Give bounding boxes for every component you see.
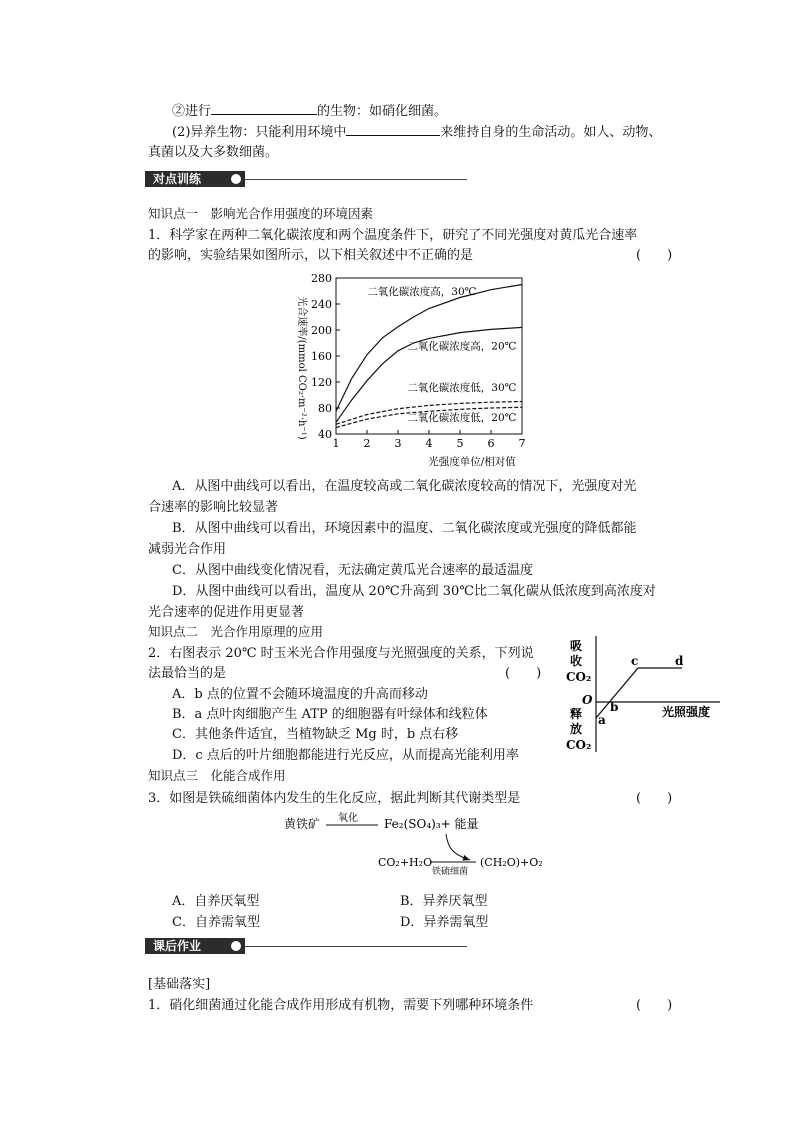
chart-frame — [336, 278, 522, 434]
y-tick-label: 200 — [311, 324, 332, 337]
top-line-2-pre: (2)异养生物：只能利用环境中 — [172, 125, 347, 140]
x-tick-label: 4 — [425, 437, 433, 450]
x-axis-label: 光照强度 — [662, 705, 711, 719]
point-c: c — [631, 654, 639, 668]
top-line-3: 真菌以及大多数细菌。 — [148, 145, 279, 160]
section-bar-homework — [145, 938, 467, 954]
reactant-pyrite: 黄铁矿 — [284, 817, 321, 831]
series-label-1: 二氧化碳浓度高，30℃ — [367, 285, 477, 298]
q1-option-b-line-1[interactable]: B．从图中曲线可以看出，环境因素中的温度、二氧化碳浓度或光强度的降低都能 — [172, 521, 637, 536]
top-line-1-post: 的生物：如硝化细菌。 — [317, 104, 448, 119]
y-tick-label: 160 — [311, 350, 332, 363]
top-line-2-post: 来维持自身的生命活动。如人、动物、 — [440, 125, 662, 140]
q1-line-2: 的影响，实验结果如图所示，以下相关叙述中不正确的是 — [148, 248, 474, 263]
knowledge-point-2: 知识点二 光合作用原理的应用 — [148, 624, 324, 639]
q1-answer-paren[interactable]: ( ) — [636, 248, 673, 263]
chart-xlabel: 光强度单位/相对值 — [428, 456, 516, 468]
homework-q1: 1．硝化细菌通过化能合成作用形成有机物，需要下列哪种环境条件 — [148, 998, 534, 1013]
bottom-label-2: 放 — [570, 722, 583, 736]
top-label-3: CO₂ — [566, 670, 592, 684]
product-organic: (CH₂O)+O₂ — [480, 856, 543, 869]
origin-label: O — [582, 693, 593, 707]
homework-heading: [基础落实] — [148, 977, 211, 992]
q3-option-d[interactable]: D．异养需氧型 — [400, 915, 489, 930]
q2-line-2: 法最恰当的是 — [148, 666, 227, 681]
bacteria-label: 铁硫细菌 — [432, 867, 469, 876]
q1-line-1: 1．科学家在两种二氧化碳浓度和两个温度条件下，研究了不同光强度对黄瓜光合速率 — [148, 228, 638, 243]
x-tick-label: 6 — [487, 437, 495, 450]
q1-option-c[interactable]: C．从图中曲线变化情况看，无法确定黄瓜光合速率的最适温度 — [172, 563, 533, 578]
y-tick-label: 240 — [311, 298, 332, 311]
fill-blank-2[interactable] — [346, 122, 440, 136]
q1-option-a-line-2: 合速率的影响比较显著 — [148, 500, 279, 515]
x-tick-label: 7 — [518, 437, 526, 450]
y-tick-label: 120 — [311, 376, 332, 389]
reactant-co2-h2o: CO₂+H₂O — [378, 856, 433, 869]
oxidation-label: 氧化 — [338, 813, 358, 824]
section-bar-training — [145, 171, 467, 187]
section-title-homework: 课后作业 — [145, 938, 245, 954]
q1-option-a-line-1[interactable]: A．从图中曲线可以看出，在温度较高或二氧化碳浓度较高的情况下，光强度对光 — [172, 479, 637, 494]
bottom-label-1: 释 — [570, 707, 583, 721]
q2-option-d[interactable]: D．c 点后的叶片细胞都能进行光反应，从而提高光能利用率 — [172, 748, 519, 763]
y-tick-label: 80 — [318, 402, 332, 415]
top-line-1-pre: ②进行 — [172, 104, 212, 119]
y-tick-label: 280 — [311, 272, 332, 285]
chart-ylabel: 光合速率/(mmol CO₂·m⁻²·h⁻¹) — [296, 296, 307, 440]
section-title-training: 对点训练 — [145, 171, 245, 187]
top-label-2: 收 — [570, 654, 583, 668]
homework-q1-paren[interactable]: ( ) — [636, 998, 673, 1013]
x-tick-label: 5 — [456, 437, 464, 450]
q3-stem: 3．如图是铁硫细菌体内发生的生化反应，据此判断其代谢类型是 — [148, 791, 521, 806]
x-tick-label: 3 — [394, 437, 402, 450]
x-tick-label: 1 — [332, 437, 340, 450]
q1-option-d-line-2: 光合速率的促进作用更显著 — [148, 605, 305, 620]
section-divider — [245, 946, 467, 947]
series-label-2: 二氧化碳浓度高，20℃ — [407, 340, 517, 353]
q3-option-b[interactable]: B．异养厌氧型 — [400, 894, 488, 909]
knowledge-point-1: 知识点一 影响光合作用强度的环境因素 — [148, 206, 374, 221]
q2-option-c[interactable]: C．其他条件适宜，当植物缺乏 Mg 时，b 点右移 — [172, 727, 459, 742]
bottom-label-3: CO₂ — [566, 738, 592, 752]
bullet-icon — [231, 174, 241, 184]
section-divider — [245, 179, 467, 180]
fill-blank-1[interactable] — [211, 101, 317, 115]
q3-option-c[interactable]: C．自养需氧型 — [172, 915, 260, 930]
knowledge-point-3: 知识点三 化能合成作用 — [148, 768, 286, 783]
q2-option-a[interactable]: A．b 点的位置不会随环境温度的升高而移动 — [172, 687, 428, 702]
product-ferric-sulfate: Fe₂(SO₄)₃+ 能量 — [384, 817, 479, 831]
top-line-1 — [172, 100, 447, 119]
top-label-1: 吸 — [570, 639, 583, 653]
x-tick-label: 2 — [363, 437, 371, 450]
q2-option-b[interactable]: B．a 点叶肉细胞产生 ATP 的细胞器有叶绿体和线粒体 — [172, 707, 488, 722]
top-line-2 — [172, 121, 661, 140]
series-label-3: 二氧化碳浓度低，30℃ — [407, 382, 517, 395]
point-b: b — [610, 700, 619, 714]
y-tick-label: 40 — [318, 428, 332, 441]
series-label-4: 二氧化碳浓度低，20℃ — [407, 412, 517, 424]
bullet-icon — [231, 941, 241, 951]
q3-answer-paren[interactable]: ( ) — [636, 791, 673, 806]
q2-answer-paren[interactable]: ( ) — [505, 666, 542, 681]
q1-option-d-line-1[interactable]: D．从图中曲线可以看出，温度从 20℃升高到 30℃比二氧化碳从低浓度到高浓度对 — [172, 584, 656, 599]
q3-option-a[interactable]: A．自养厌氧型 — [172, 894, 260, 909]
point-a: a — [598, 713, 606, 727]
light-intensity-diagram — [560, 632, 740, 757]
q2-line-1: 2．右图表示 20℃ 时玉米光合作用强度与光照强度的关系，下列说 — [148, 646, 534, 661]
energy-transfer-arrow — [446, 834, 470, 860]
point-d: d — [675, 654, 684, 668]
q1-option-b-line-2: 减弱光合作用 — [148, 542, 227, 557]
photosynthesis-chart — [290, 268, 530, 468]
reaction-diagram — [280, 810, 570, 876]
